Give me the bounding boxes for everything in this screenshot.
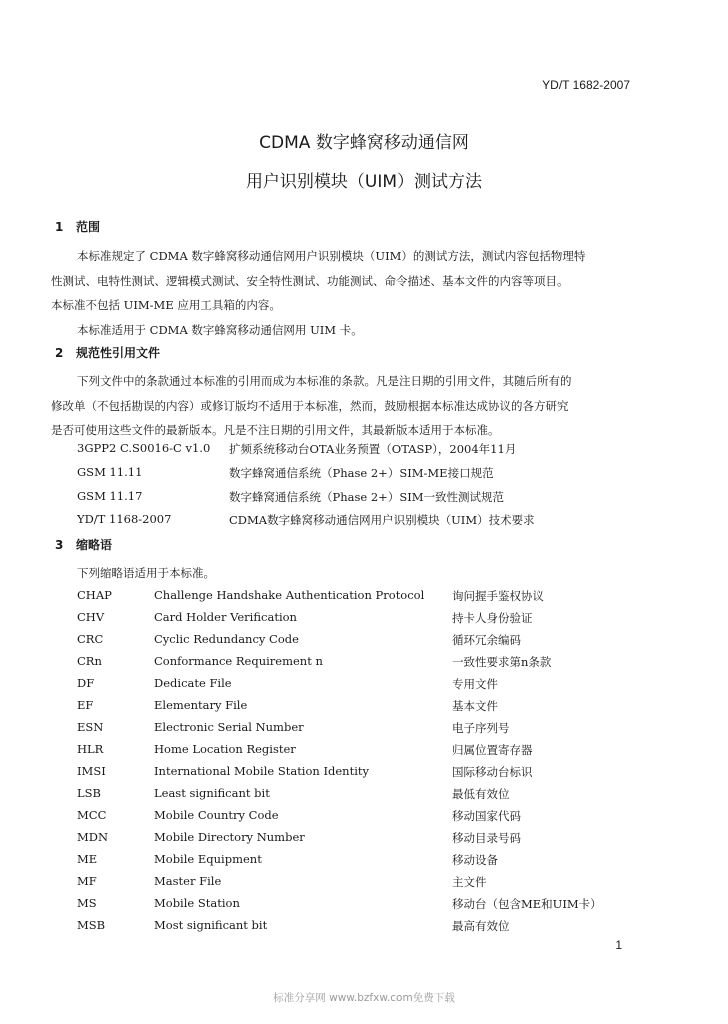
abbreviation-english: Mobile Equipment	[154, 852, 262, 866]
reference-title: 数字蜂窝通信系统（Phase 2+）SIM一致性测试规范	[229, 490, 505, 504]
abbreviation-english: International Mobile Station Identity	[154, 764, 370, 778]
page-number: 1	[615, 938, 622, 952]
reference-title: 数字蜂窝通信系统（Phase 2+）SIM-ME接口规范	[229, 466, 494, 480]
footer-watermark: 标准分享网 www.bzfxw.com免费下载	[273, 992, 455, 1004]
paragraph-line: 本标准不包括 UIM-ME 应用工具箱的内容。	[51, 298, 281, 312]
abbreviation-code: EF	[77, 698, 94, 712]
section-title: 范围	[76, 220, 101, 234]
abbreviation-english: Elementary File	[154, 698, 248, 712]
abbreviation-chinese: 最低有效位	[452, 787, 510, 801]
abbreviation-code: CHAP	[77, 588, 112, 602]
abbreviation-chinese: 持卡人身份验证	[452, 611, 533, 625]
abbreviation-chinese: 询问握手鉴权协议	[452, 589, 544, 603]
section-1-paragraph	[51, 244, 585, 342]
abbreviation-chinese: 移动台（包含ME和UIM卡）	[452, 897, 602, 911]
abbreviation-code: CRn	[77, 654, 102, 668]
abbreviation-english: Dedicate File	[154, 676, 232, 690]
abbreviation-english: Mobile Directory Number	[154, 830, 305, 844]
abbreviation-code: MS	[77, 896, 97, 910]
paragraph-line: 本标准适用于 CDMA 数字蜂窝移动通信网用 UIM 卡。	[77, 322, 363, 337]
abbreviation-code: MDN	[77, 830, 109, 844]
document-code: YD/T 1682-2007	[542, 78, 630, 92]
abbreviation-english: Home Location Register	[154, 742, 296, 756]
abbreviation-chinese: 归属位置寄存器	[452, 743, 533, 757]
reference-code: 3GPP2 C.S0016-C v1.0	[77, 441, 211, 455]
reference-code: YD/T 1168-2007	[77, 512, 172, 526]
abbreviation-code: MCC	[77, 808, 107, 822]
abbreviation-code: ME	[77, 852, 98, 866]
abbreviation-english: Challenge Handshake Authentication Protocol	[154, 588, 425, 602]
paragraph-line: 修改单（不包括勘误的内容）或修订版均不适用于本标准，然而，鼓励根据本标准达成协议的各方研究	[51, 398, 569, 413]
section-title: 规范性引用文件	[76, 346, 161, 360]
section-2-paragraph	[51, 369, 572, 443]
abbreviation-code: DF	[77, 676, 95, 690]
section-number: 1	[55, 220, 64, 234]
abbreviation-code: CHV	[77, 610, 105, 624]
paragraph-line: 下列文件中的条款通过本标准的引用而成为本标准的条款。凡是注日期的引用文件，其随后所有的	[77, 374, 572, 388]
abbreviation-english: Mobile Country Code	[154, 808, 279, 822]
abbreviation-english: Mobile Station	[154, 896, 240, 910]
abbreviation-code: IMSI	[77, 764, 106, 778]
section-number: 3	[55, 538, 64, 552]
abbreviation-code: MF	[77, 874, 97, 888]
abbreviation-chinese: 电子序列号	[452, 721, 510, 735]
abbreviation-chinese: 基本文件	[452, 699, 498, 713]
abbreviation-code: HLR	[77, 742, 104, 756]
section-3-intro: 下列缩略语适用于本标准。	[77, 566, 215, 580]
abbreviation-english: Conformance Requirement n	[154, 654, 323, 668]
paragraph-line: 性测试、电特性测试、逻辑模式测试、安全特性测试、功能测试、命令描述、基本文件的内容等项目。	[51, 273, 569, 288]
document-title-line2: 用户识别模块（UIM）测试方法	[245, 172, 483, 192]
reference-code: GSM 11.11	[77, 465, 143, 479]
abbreviation-english: Least significant bit	[154, 786, 270, 800]
abbreviation-chinese: 移动目录号码	[452, 831, 521, 845]
abbreviation-english: Electronic Serial Number	[154, 720, 304, 734]
abbreviation-code: LSB	[77, 786, 101, 800]
abbreviation-english: Most significant bit	[154, 918, 268, 932]
paragraph-line: 是否可使用这些文件的最新版本。凡是不注日期的引用文件，其最新版本适用于本标准。	[51, 423, 500, 437]
section-3-heading	[55, 536, 112, 553]
abbreviation-code: CRC	[77, 632, 104, 646]
section-1-heading	[55, 218, 100, 235]
reference-title: 扩频系统移动台OTA业务预置（OTASP），2004年11月	[229, 442, 517, 456]
abbreviation-chinese: 专用文件	[452, 677, 498, 691]
abbreviation-chinese: 最高有效位	[452, 919, 510, 933]
section-title: 缩略语	[76, 538, 113, 552]
abbreviation-english: Master File	[154, 874, 222, 888]
abbreviation-chinese: 移动国家代码	[452, 809, 521, 823]
abbreviation-chinese: 循环冗余编码	[452, 633, 521, 647]
abbreviation-chinese: 主文件	[452, 875, 487, 889]
reference-code: GSM 11.17	[77, 489, 143, 503]
document-title-line1: CDMA 数字蜂窝移动通信网	[259, 133, 469, 153]
reference-title: CDMA数字蜂窝移动通信网用户识别模块（UIM）技术要求	[229, 513, 535, 527]
abbreviation-code: MSB	[77, 918, 106, 932]
section-2-heading	[55, 344, 160, 361]
paragraph-line: 本标准规定了 CDMA 数字蜂窝移动通信网用户识别模块（UIM）的测试方法，测试内容包括物理特	[77, 249, 586, 263]
abbreviation-chinese: 移动设备	[452, 853, 498, 867]
section-number: 2	[55, 346, 64, 360]
abbreviation-english: Card Holder Verification	[154, 610, 297, 624]
abbreviation-chinese: 国际移动台标识	[452, 765, 533, 779]
abbreviation-chinese: 一致性要求第n条款	[452, 655, 552, 669]
abbreviation-code: ESN	[77, 720, 104, 734]
abbreviation-english: Cyclic Redundancy Code	[154, 632, 299, 646]
